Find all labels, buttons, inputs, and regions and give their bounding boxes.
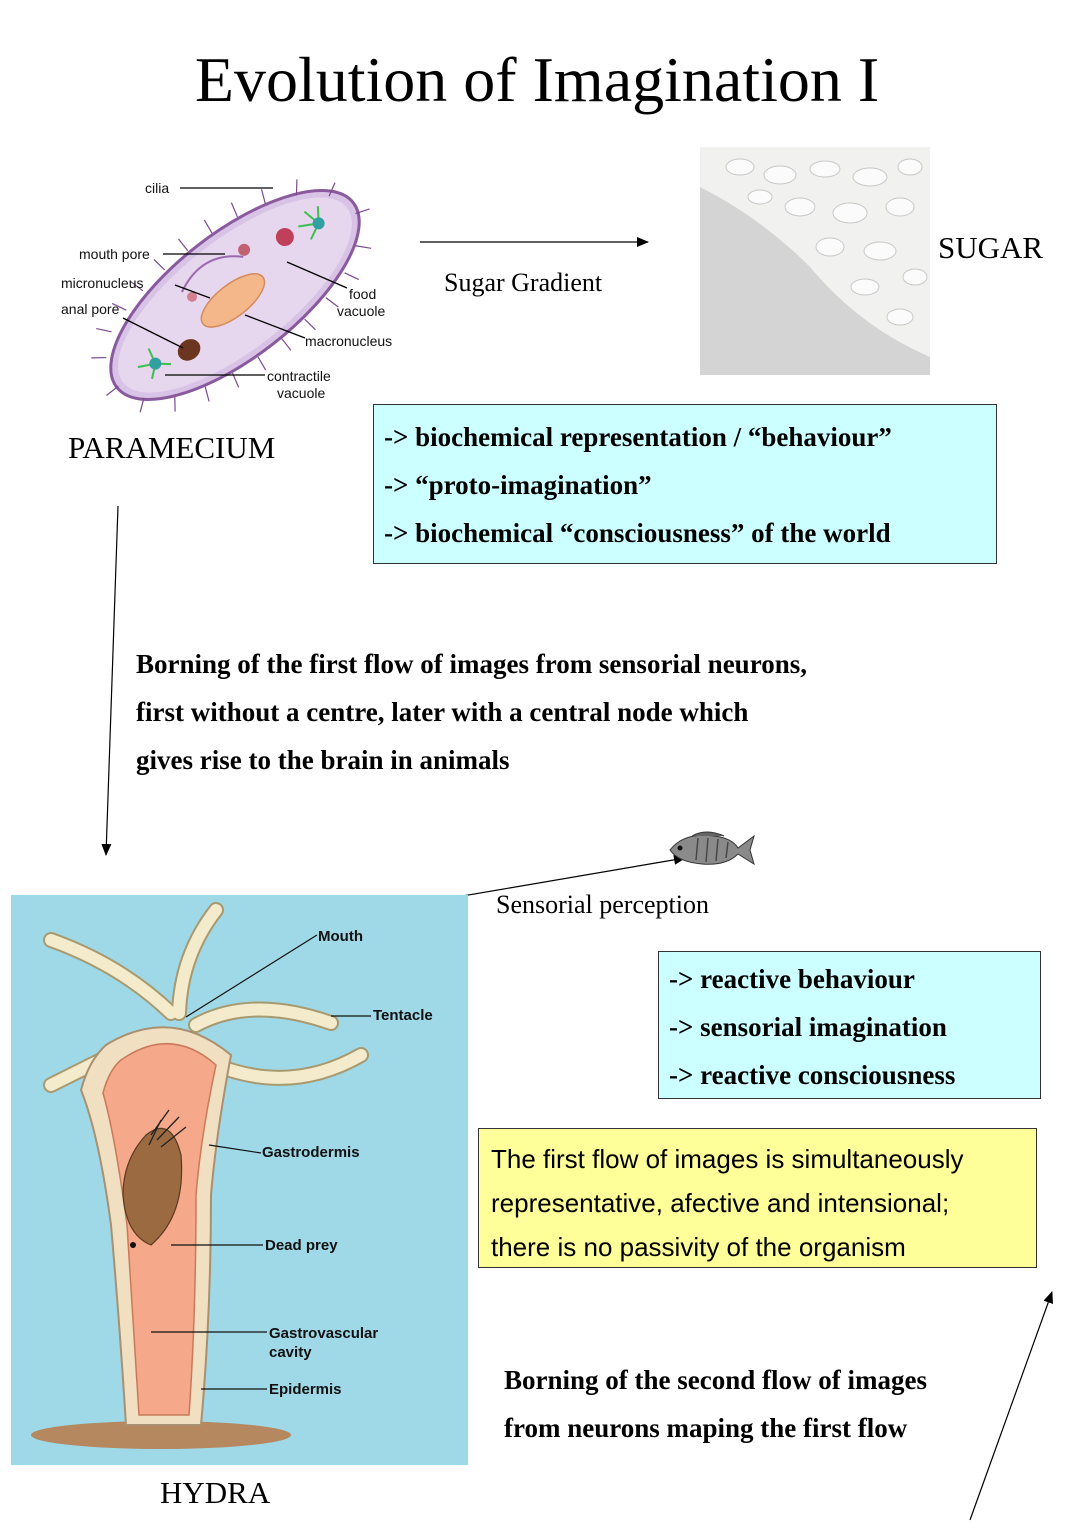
first-flow-text <box>136 640 807 784</box>
sugar-caption: SUGAR <box>938 230 1044 265</box>
behaviour-line-1: -> biochemical representation / “behaviour” <box>384 422 892 452</box>
sensorial-perception-label: Sensorial perception <box>496 890 709 919</box>
note-line-1: The first flow of images is simultaneously <box>491 1144 964 1174</box>
hydra-caption: HYDRA <box>160 1475 271 1510</box>
label-micronucleus: micronucleus <box>61 275 144 291</box>
second-flow-line-2: from neurons maping the first flow <box>504 1413 908 1443</box>
sugar-photo <box>700 147 930 375</box>
label-contractile-vacuole: vacuole <box>277 385 326 401</box>
behaviour-box <box>373 404 997 564</box>
reactive-line-2: -> sensorial imagination <box>669 1012 947 1042</box>
label-cilia: cilia <box>145 180 170 196</box>
hydra-drawing <box>11 895 468 1465</box>
label-food: food <box>349 286 377 302</box>
paramecium-caption: PARAMECIUM <box>68 430 276 465</box>
sugar-crystals <box>700 147 930 375</box>
hydra-label-dead-prey: Dead prey <box>265 1237 338 1254</box>
first-flow-line-2: first without a centre, later with a central node which <box>136 697 749 727</box>
sugar-gradient-label: Sugar Gradient <box>444 268 603 297</box>
label-macronucleus: macronucleus <box>305 333 393 349</box>
behaviour-line-2: -> “proto-imagination” <box>384 470 652 500</box>
second-flow-arrow <box>970 1292 1052 1520</box>
evolution-arrow-down <box>106 506 118 855</box>
fish-icon <box>666 826 756 872</box>
note-line-3: there is no passivity of the organism <box>491 1232 906 1262</box>
note-line-2: representative, afective and intensional; <box>491 1188 950 1218</box>
first-flow-note <box>478 1128 1037 1268</box>
second-flow-text <box>504 1356 927 1452</box>
label-food-vacuole: vacuole <box>337 303 386 319</box>
label-anal-pore: anal pore <box>61 301 120 317</box>
reactive-line-1: -> reactive behaviour <box>669 964 915 994</box>
hydra-illustration <box>11 895 468 1465</box>
hydra-label-tentacle: Tentacle <box>373 1007 433 1024</box>
first-flow-line-3: gives rise to the brain in animals <box>136 745 510 775</box>
hydra-label-epidermis: Epidermis <box>269 1381 342 1398</box>
reactive-line-3: -> reactive consciousness <box>669 1060 956 1090</box>
hydra-label-mouth: Mouth <box>318 928 363 945</box>
fish-drawing <box>666 826 756 872</box>
hydra-label-gastrodermis: Gastrodermis <box>262 1144 360 1161</box>
behaviour-line-3: -> biochemical “consciousness” of the world <box>384 518 891 548</box>
page-title: Evolution of Imagination I <box>194 44 880 115</box>
first-flow-line-1: Borning of the first flow of images from sensorial neurons, <box>136 649 807 679</box>
hydra-label-cavity: cavity <box>269 1344 312 1361</box>
reactive-box <box>658 951 1041 1099</box>
second-flow-line-1: Borning of the second flow of images <box>504 1365 927 1395</box>
hydra-label-gastrovascular: Gastrovascular <box>269 1325 379 1342</box>
paramecium-illustration <box>55 170 415 430</box>
label-mouth-pore: mouth pore <box>79 246 150 262</box>
label-contractile: contractile <box>267 368 331 384</box>
